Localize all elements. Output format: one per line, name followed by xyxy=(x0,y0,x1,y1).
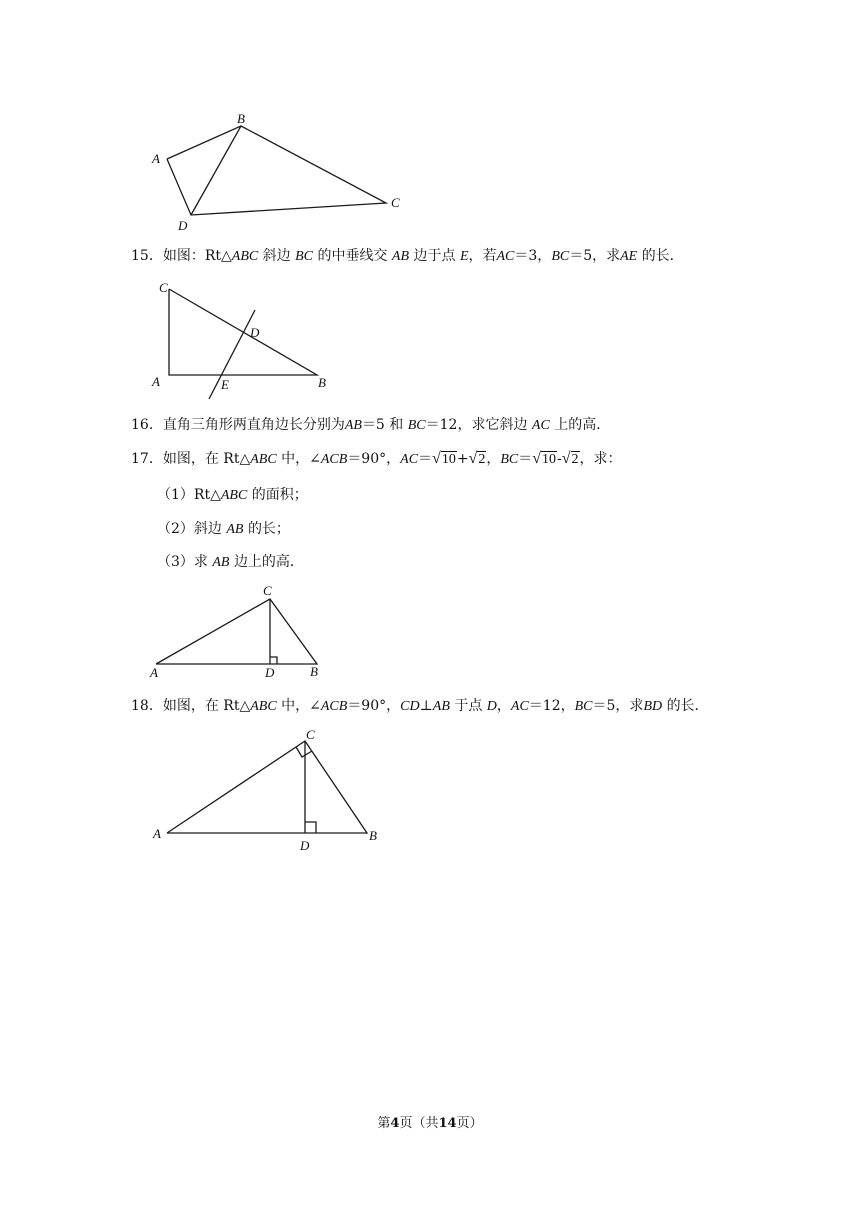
fig18-right-angle-mark-d xyxy=(305,822,316,833)
fig18-label-a: A xyxy=(153,826,161,841)
sqrt-2: √2 xyxy=(561,450,579,467)
fig18-label-d: D xyxy=(300,838,310,853)
fig17-label-d: D xyxy=(265,665,275,680)
question-15: 15．如图：Rt△ABC 斜边 BC 的中垂线交 AB 边于点 E，若AC＝3，BC＝5，求AE 的长． xyxy=(131,248,684,264)
total-page-count: 14 xyxy=(438,1116,457,1131)
fig14-label-d: D xyxy=(178,218,188,233)
fig17-triangle xyxy=(156,599,317,664)
fig14-label-c: C xyxy=(391,195,400,210)
question-17: 17．如图，在 Rt△ABC 中，∠ACB＝90°，AC＝√10+√2，BC＝√10-√2，求： xyxy=(131,450,622,467)
sqrt-2: √2 xyxy=(468,450,486,467)
fig17-right-angle-mark xyxy=(270,657,277,664)
figure-q18 xyxy=(145,722,395,857)
fig15-label-e: E xyxy=(221,377,229,392)
question-number: 15． xyxy=(131,248,163,264)
fig14-polygon xyxy=(167,126,386,215)
question-number: 16． xyxy=(131,417,163,433)
fig18-label-b: B xyxy=(369,828,377,843)
question-17-part-3: （3）求 AB 边上的高． xyxy=(157,554,304,570)
fig17-label-a: A xyxy=(150,665,158,680)
fig15-label-d: D xyxy=(250,325,260,340)
fig14-diagonal-bd xyxy=(191,126,241,215)
page-footer: 第4页（共14页） xyxy=(377,1116,483,1131)
fig15-label-b: B xyxy=(318,375,326,390)
question-17-part-1: （1）Rt△ABC 的面积； xyxy=(157,487,308,503)
fig14-label-a: A xyxy=(152,151,160,166)
fig18-triangle xyxy=(167,741,367,833)
question-18: 18．如图，在 Rt△ABC 中，∠ACB＝90°，CD⊥AB 于点 D，AC＝12，BC＝5，求BD 的长． xyxy=(131,698,709,714)
question-number: 18． xyxy=(131,698,163,714)
sqrt-10: √10 xyxy=(432,450,456,467)
fig15-perpendicular-bisector xyxy=(209,310,255,399)
figure-q15 xyxy=(145,278,345,403)
figure-q14 xyxy=(140,105,420,235)
fig15-label-a: A xyxy=(152,374,160,389)
fig15-label-c: C xyxy=(159,280,168,295)
current-page-number: 4 xyxy=(390,1116,400,1131)
figure-q17 xyxy=(145,580,335,680)
fig17-label-c: C xyxy=(263,583,272,598)
fig18-label-c: C xyxy=(306,727,315,742)
fig17-label-b: B xyxy=(310,664,318,679)
question-number: 17． xyxy=(131,451,163,467)
question-17-part-2: （2）斜边 AB 的长； xyxy=(157,521,290,537)
question-16: 16．直角三角形两直角边长分别为AB＝5 和 BC＝12，求它斜边 AC 上的高． xyxy=(131,417,611,433)
sqrt-10: √10 xyxy=(532,450,556,467)
fig14-label-b: B xyxy=(237,111,245,126)
